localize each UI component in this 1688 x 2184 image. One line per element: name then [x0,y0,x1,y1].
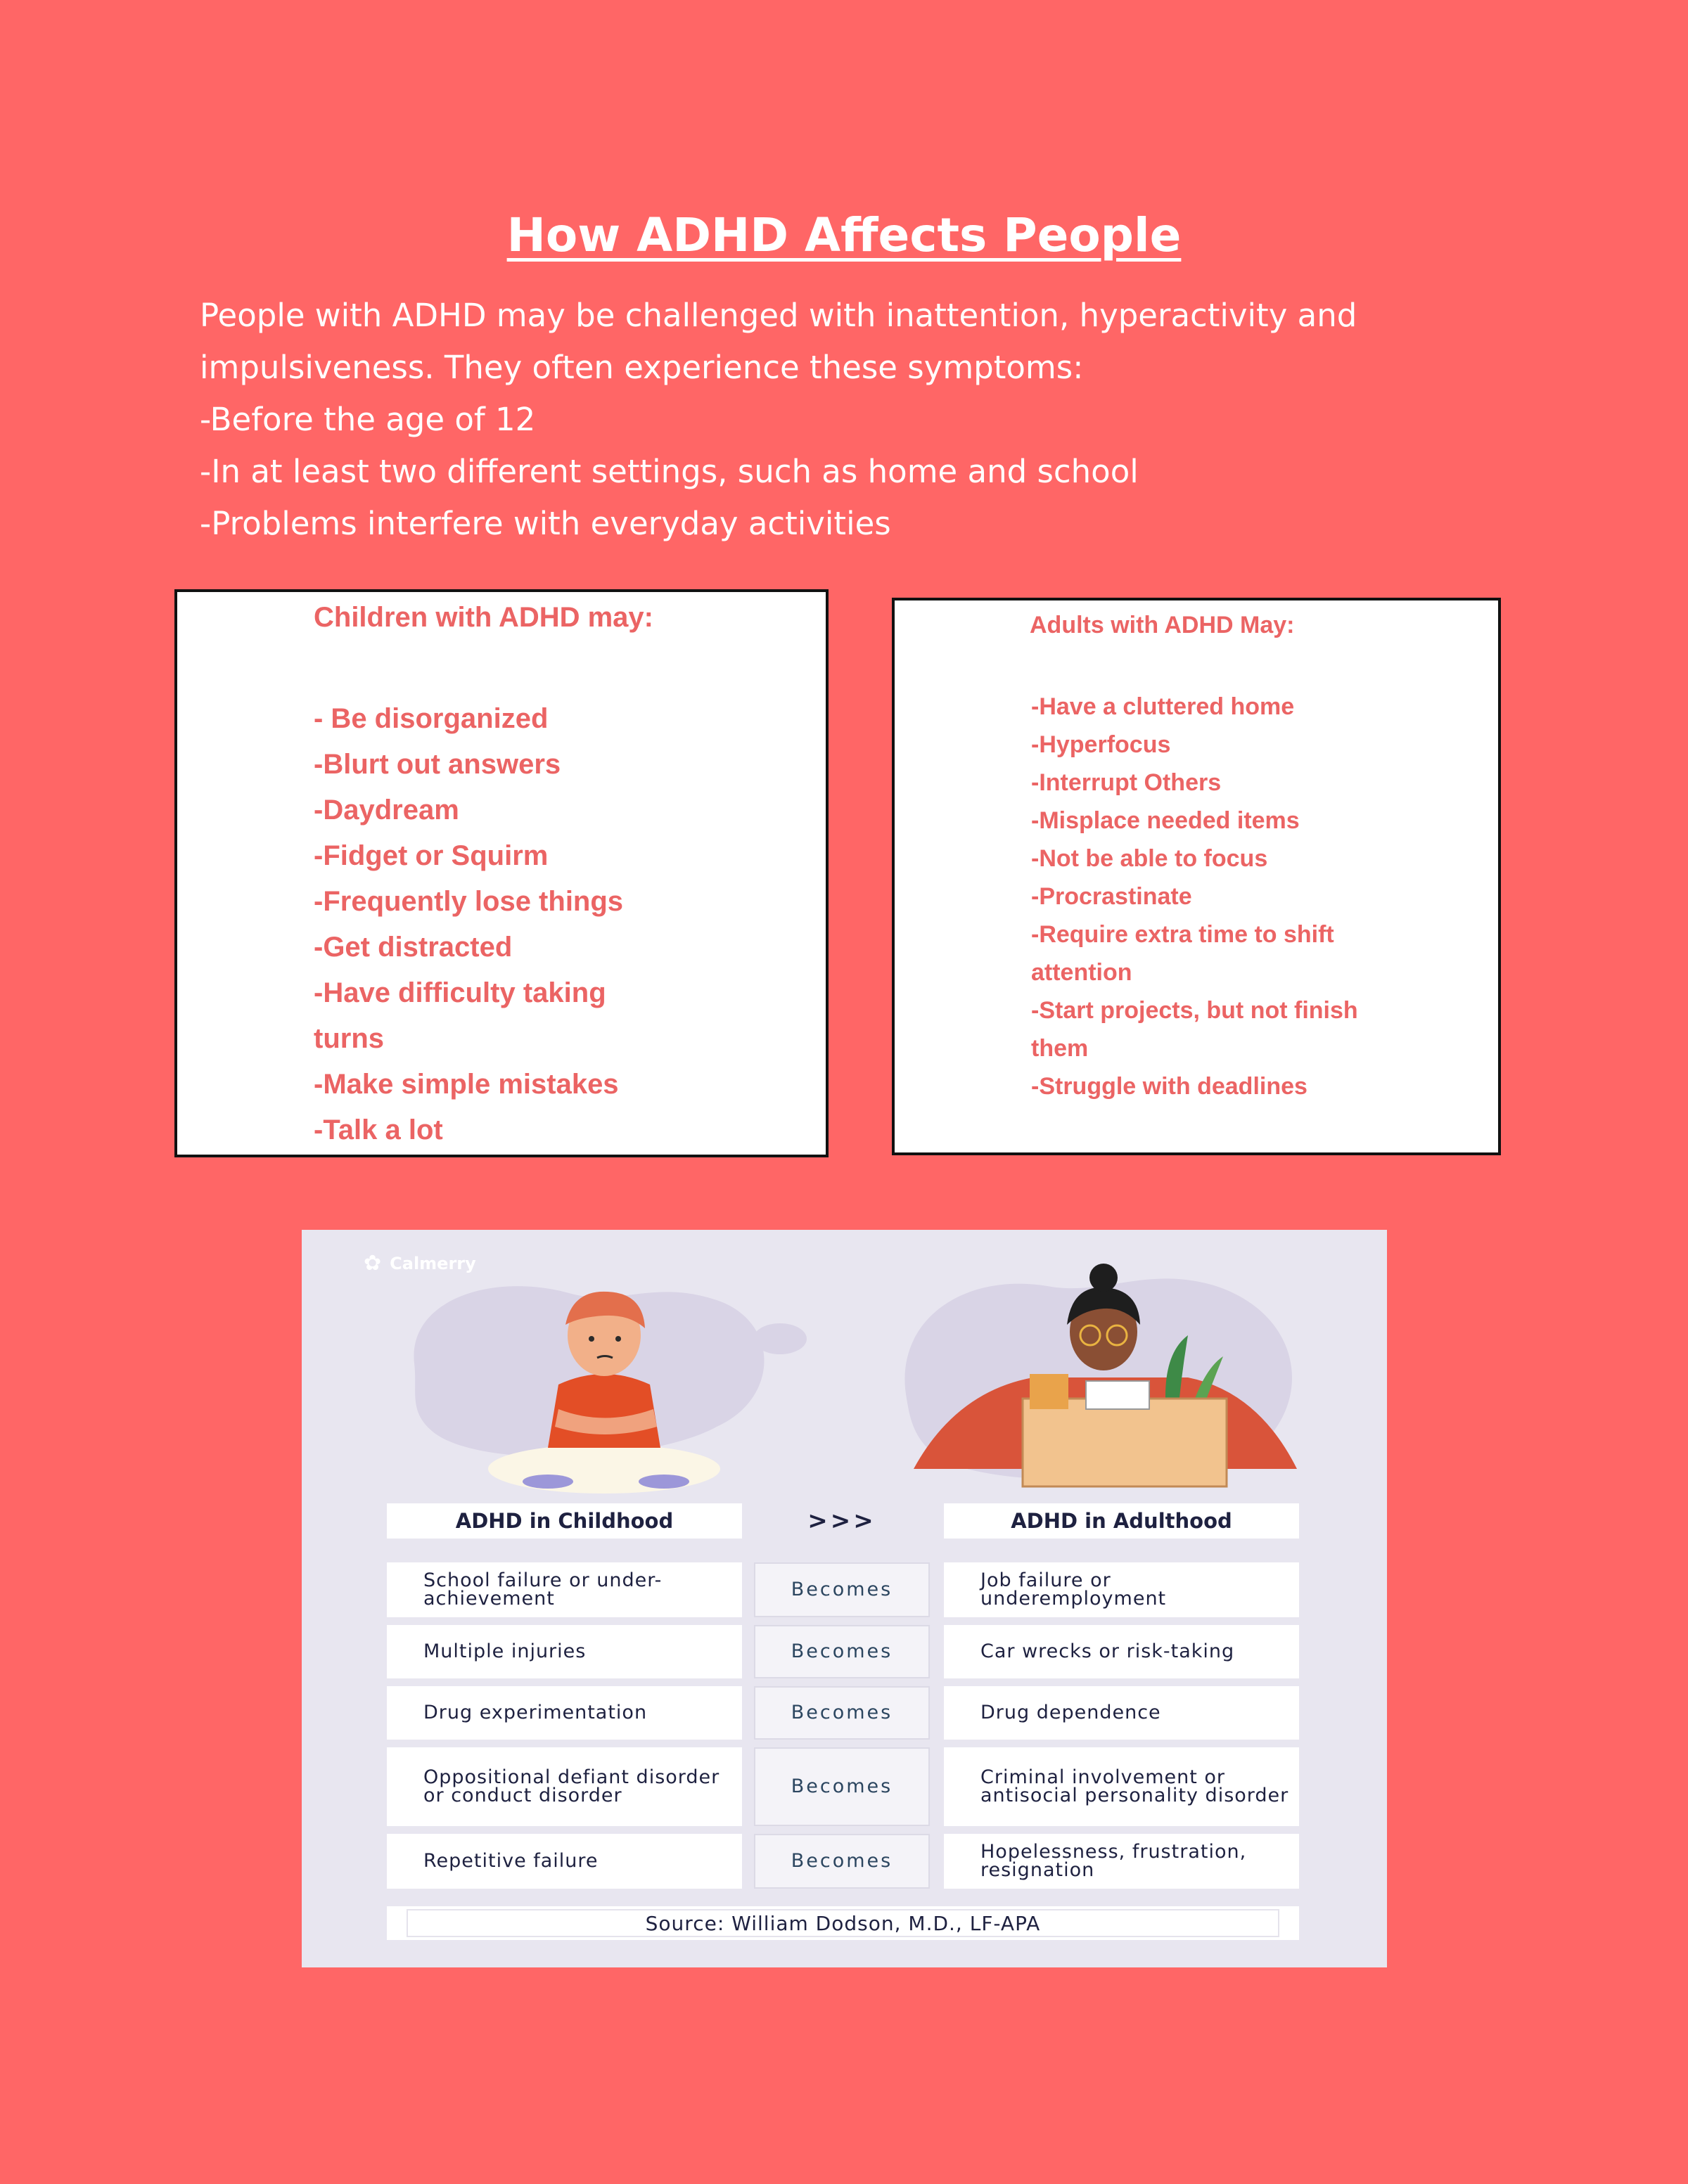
adhd-infographic [302,1230,1387,1967]
list-item: -Fidget or Squirm [314,840,549,871]
table-cell-adulthood: Hopelessness, frustration, resignation [944,1834,1299,1889]
intro-line: -Before the age of 12 [200,401,536,438]
children-box-heading: Children with ADHD may: [314,602,653,633]
list-item: -Daydream [314,795,459,826]
list-item: -Start projects, but not finish them [1031,997,1358,1062]
table-cell-childhood: School failure or under-achievement [387,1562,742,1617]
adults-symptoms-box [892,598,1501,1155]
list-item: -Get distracted [314,932,513,963]
adulthood-header: ADHD in Adulthood [944,1503,1299,1539]
table-cell-adulthood: Car wrecks or risk-taking [944,1625,1299,1678]
list-item: -Require extra time to shift attention [1031,921,1334,986]
table-cell-adulthood: Criminal involvement or antisocial personality disorder [944,1747,1299,1826]
table-cell-becomes: Becomes [754,1625,930,1678]
adults-box-heading: Adults with ADHD May: [1030,612,1295,638]
list-item: -Blurt out answers [314,749,561,780]
list-item: -Not be able to focus [1031,845,1268,872]
table-cell-adulthood: Job failure or underemployment [944,1562,1299,1617]
table-cell-childhood: Multiple injuries [387,1625,742,1678]
table-cell-becomes: Becomes [754,1834,930,1889]
childhood-header: ADHD in Childhood [387,1503,742,1539]
list-item: -Frequently lose things [314,886,624,917]
list-item: - Be disorganized [314,703,549,734]
gear-icon: ✿ [364,1251,382,1276]
source-text: Source: William Dodson, M.D., LF-APA [645,1911,1041,1935]
list-item: -Talk a lot [314,1115,443,1145]
intro-line: -Problems interfere with everyday activities [200,505,891,542]
adults-symptom-list [1031,688,1362,1105]
table-cell-becomes: Becomes [754,1686,930,1740]
page-title: How ADHD Affects People [506,208,1182,262]
table-cell-childhood: Oppositional defiant disorder or conduct disorder [387,1747,742,1826]
intro-line: -In at least two different settings, such as home and school [200,453,1139,490]
intro-line: impulsiveness. They often experience these symptoms: [200,349,1084,386]
list-item: -Procrastinate [1031,883,1192,910]
brand-name: Calmerry [390,1253,476,1273]
list-item: -Have a cluttered home [1031,693,1295,720]
list-item: -Have difficulty taking turns [314,977,606,1054]
table-cell-becomes: Becomes [754,1747,930,1826]
comparison-table [302,1230,1387,1967]
list-item: -Interrupt Others [1031,769,1222,796]
table-cell-childhood: Repetitive failure [387,1834,742,1889]
children-symptom-list [314,696,679,1153]
list-item: -Misplace needed items [1031,807,1300,834]
table-cell-childhood: Drug experimentation [387,1686,742,1740]
list-item: -Hyperfocus [1031,731,1171,758]
intro-text [200,290,1536,550]
arrows-indicator: >>> [807,1507,876,1535]
list-item: -Make simple mistakes [314,1069,619,1100]
table-cell-becomes: Becomes [754,1562,930,1617]
children-symptoms-box [174,589,829,1157]
table-cell-adulthood: Drug dependence [944,1686,1299,1740]
source-citation [387,1906,1299,1940]
list-item: -Struggle with deadlines [1031,1073,1307,1100]
intro-line: People with ADHD may be challenged with inattention, hyperactivity and [200,297,1357,334]
